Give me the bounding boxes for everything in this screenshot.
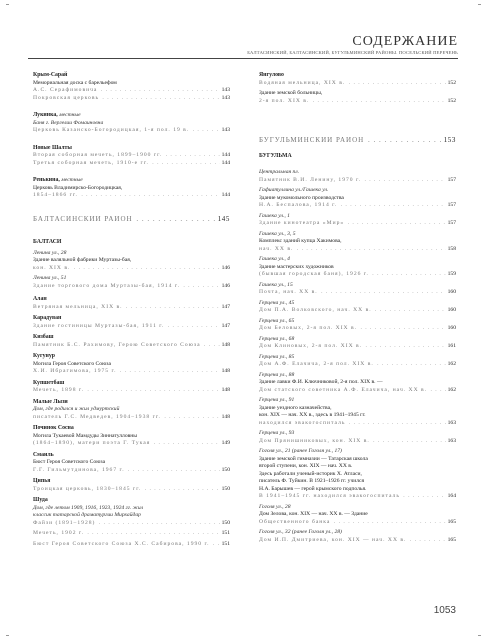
locality-heading: Ципья [33, 478, 51, 484]
page-ref: 148 [221, 341, 230, 348]
street-address: Герцена ул., 91 [259, 397, 295, 403]
toc-entry[interactable]: 162 Дом статского советника А.Ф. Елачича, нач. XX в. . . . [259, 387, 456, 395]
toc-section [33, 239, 230, 290]
toc-entry-text: Церковь Владимирско-Богородицкая, [33, 184, 123, 191]
toc-entry-text: Здесь работали ученый-историк Х. Атласи, [259, 470, 362, 477]
toc-entry-text: Здание земской больницы, [259, 90, 323, 96]
toc-section [259, 72, 456, 105]
locality-note: местные [59, 112, 81, 118]
locality-heading: Кизбаш [33, 334, 54, 340]
locality-heading: Смаиль [33, 451, 54, 458]
locality-heading: Янгулово [259, 72, 284, 78]
toc-entry[interactable]: 162 Дом А.Ф. Елачича, 2-я пол. XIX в. . . . [259, 361, 456, 369]
crop-mark [478, 4, 481, 5]
toc-entry[interactable]: 148 Х.И. Ибрагимова, 1975 г. . . . [33, 368, 230, 376]
locality-heading: Новые Шалты [33, 144, 72, 151]
locality-heading: Крым-Сарай [33, 72, 68, 78]
toc-section [33, 315, 230, 330]
page-ref: 151 [221, 530, 230, 536]
toc-section [259, 153, 456, 545]
toc-entry[interactable]: 164 В 1941–1945 гг. находился эвакогоспиталь . . . [259, 493, 456, 501]
street-address: Гоголя ул., 21 (ранее Гоголя ул., 17) [259, 448, 342, 454]
page-ref: 143 [221, 94, 230, 101]
street-address: Герцена ул., 93 [259, 430, 295, 436]
page-ref: 147 [221, 303, 230, 310]
page-ref: 148 [221, 413, 230, 420]
page-ref: 153 [443, 137, 456, 144]
toc-entry[interactable]: 165 Общественного банка . . . [259, 519, 456, 527]
toc-section [33, 334, 230, 349]
page-ref: 143 [221, 87, 230, 93]
page-ref: 149 [221, 440, 230, 446]
toc-entry[interactable]: 152 2-я пол. XIX в. . . . [259, 98, 456, 106]
street-address: Гашека ул., 4 [259, 256, 290, 262]
street-address: Гашека ул., 3, 5 [259, 230, 296, 237]
page-ref: 148 [221, 387, 230, 393]
page-ref: 146 [221, 282, 230, 289]
toc-section [33, 72, 230, 102]
street-address: Герцена ул., 68 [259, 335, 295, 342]
page-ref: 157 [447, 202, 456, 208]
toc-entry[interactable]: 143 А.С. Серафимовича . . . [33, 87, 230, 95]
toc-entry-text: классик татарской драматургии Мирхайдар [33, 512, 141, 518]
page-ref: 152 [447, 97, 456, 104]
page-ref: 157 [447, 220, 456, 226]
toc-entry[interactable]: 151 Мечеть, 1902 г. . . . [33, 530, 230, 538]
street-address: Гашека ул., 15 [259, 281, 293, 288]
page-ref: 144 [221, 152, 230, 158]
toc-entry-text: Бюст Героя Советского Союза [33, 459, 106, 465]
running-subtitle: БАЛТАСИНСКИЙ, БАЛТАСИНСКИЙ, БУГУЛЬМИНСКИЙ РАЙОНЫ. ПОСЕЛЬСКИЙ ПЕРЕЧЕНЬ [247, 50, 458, 55]
page-ref: 150 [221, 519, 230, 526]
page-ref: 150 [221, 466, 230, 473]
page-ref: 146 [221, 264, 230, 271]
toc-section [33, 145, 230, 168]
street-address: Герцена ул., 85 [259, 353, 295, 360]
toc-entry[interactable]: 152 Водяная мельница, XIX в. . . . [259, 80, 456, 88]
street-address: Ленина ул., 28 [33, 249, 67, 256]
page-ref: 165 [447, 518, 456, 525]
page-ref: 152 [447, 79, 456, 86]
toc-entry[interactable]: 144 Вторая соборная мечеть, 1899–1900 гг. . . . [33, 152, 230, 160]
page-ref: 147 [221, 322, 230, 329]
street-address: Гоголя ул., 28 [259, 503, 291, 510]
toc-entry[interactable]: 148 Мечеть, 1898 г. . . . [33, 387, 230, 395]
street-address: Гоголя ул., 32 (ранее Гоголя ул., 28) [259, 529, 342, 535]
locality-heading: Алан [33, 296, 47, 302]
locality-heading: БАЛТАСИ [33, 239, 62, 245]
page-ref: 151 [221, 540, 230, 547]
page-number: 1053 [433, 605, 456, 616]
page-ref: 163 [447, 437, 456, 444]
toc-entry[interactable]: 160 Почта, нач. XX в. . . . [259, 289, 456, 297]
page-ref: 159 [447, 271, 456, 277]
toc-entry-text: Здание мукомольного производства [259, 194, 344, 201]
toc-entry[interactable]: 147 Здание гостиницы Муртазы-бая, 1911 г. . . . [33, 323, 230, 331]
toc-entry[interactable]: 143 Церковь Казанско-Богородицкая, 1-я пол. 19 в. . . . [33, 127, 230, 135]
page-ref: 163 [447, 419, 456, 426]
toc-entry-text: Могила Героя Советского Союза [33, 360, 111, 367]
page-ref: 165 [447, 536, 456, 543]
toc-entry-text: Н.А. Барышев — герой крымского подполья. [259, 485, 367, 492]
toc-section [33, 380, 230, 395]
toc-entry[interactable]: 157 Здание кинотеатра «Мир» . . . [259, 220, 456, 228]
toc-entry[interactable]: 151 Бюст Героя Советского Союза Х.С. Сабирова, 1990 г. . . . [33, 541, 230, 549]
toc-entry[interactable]: 144 Третья соборная мечеть, 1910-е гг. . . . [33, 160, 230, 168]
toc-entry-text: Дом Зелова, кон. XIX — нач. XX в. — Здание [259, 511, 368, 517]
toc-entry[interactable]: 150 Троицкая церковь, 1830–1845 гг. . . . [33, 486, 230, 494]
toc-entry[interactable]: 144 1854–1866 гг. . . . [33, 192, 230, 200]
toc-entry[interactable]: 165 Дом И.П. Дмитриева, кон. XIX — нач. XX в. . . . [259, 537, 456, 545]
toc-entry[interactable]: 163 находился эвакогоспиталь . . . [259, 420, 456, 428]
district-entry[interactable]: 145 БАЛТАСИНСКИЙ РАЙОН . . . [33, 216, 230, 224]
locality-heading: Кугунур [33, 353, 55, 359]
locality-heading: Купшетбаш [33, 379, 65, 386]
street-address: Гафиатуллина ул./Гашека ул. [259, 187, 329, 193]
toc-column-left [33, 72, 230, 548]
toc-section [33, 112, 230, 135]
toc-entry-text: Здание мастерских художников [259, 263, 334, 270]
toc-section [33, 452, 230, 475]
district-entry[interactable]: 153 БУГУЛЬМИНСКИЙ РАЙОН . . . [259, 137, 456, 145]
page-title: СОДЕРЖАНИЕ [352, 34, 458, 49]
toc-section [33, 425, 230, 448]
toc-section [33, 497, 230, 548]
locality-heading: Ренькина, [33, 177, 60, 183]
toc-entry[interactable]: 161 Дом Клиновых, 2-я пол. XIX в. . . . [259, 343, 456, 351]
toc-entry[interactable]: 157 Памятник В.И. Ленину, 1970 г. . . . [259, 177, 456, 185]
page-ref: 162 [447, 361, 456, 367]
street-address: Герцена ул., 65 [259, 317, 295, 324]
toc-entry[interactable]: 157 Н.А. Беспалова, 1914 г. . . . [259, 202, 456, 210]
locality-heading: Лукинка, [33, 112, 58, 118]
toc-entry-text: Мемориальная доска с барельефом [33, 79, 117, 86]
toc-entry[interactable]: 150 Файзи (1891–1928) . . . [33, 520, 230, 528]
toc-entry[interactable]: 148 Памятник Б.С. Рахимову, Герою Советского Союза . . . [33, 342, 230, 350]
toc-entry-text: Баня г. Вергелии Фомаиновна [33, 119, 104, 126]
toc-entry-text: Здание земской гимназии — Татарская школа [259, 455, 368, 462]
toc-entry[interactable]: 159 (бывшая городская баня), 1926 г. . . . [259, 271, 456, 279]
toc-entry[interactable]: 148 писатель Г.С. Медведев, 1904–1938 гг. . . . [33, 414, 230, 422]
header-rule [28, 58, 458, 59]
crop-mark [6, 635, 9, 636]
toc-entry-text: Здание валяльной фабрики Муртазы-бая, [33, 257, 132, 263]
page-ref: 145 [217, 215, 230, 223]
page-ref: 148 [221, 368, 230, 374]
street-address: Герцена ул., 45 [259, 299, 295, 306]
toc-entry-text: Здание лавки Ф.И. Ключниковой, 2-я пол. XIX в. — [259, 379, 383, 385]
page-ref: 164 [447, 493, 456, 499]
toc-entry[interactable]: 160 Дом П.А. Волковского, нач. XX в. . . . [259, 307, 456, 315]
toc-entry-text: кон. XIX — нач. XX в., здесь в 1941–1945 гг. [259, 412, 366, 418]
page-ref: 144 [221, 159, 230, 166]
page-ref: 162 [447, 386, 456, 393]
locality-note: местные [61, 177, 83, 183]
toc-section [33, 353, 230, 376]
street-address: Гашека ул., 1 [259, 212, 290, 219]
locality-heading: Шуда [33, 497, 48, 503]
page-ref: 150 [221, 485, 230, 492]
street-address: Центральная пл. [259, 169, 300, 175]
street-address: Герцена ул., 88 [259, 371, 295, 378]
toc-section [33, 177, 230, 200]
toc-entry[interactable]: 160 Дом Беловых, 2-я пол. XIX в. . . . [259, 325, 456, 333]
street-address: Ленина ул., 51 [33, 275, 67, 281]
toc-entry-text: Дом, где родился и жил удмуртский [33, 406, 120, 412]
toc-entry-text: писатель Ф. Туйкин. В 1921–1926 гг. учился [259, 478, 365, 484]
toc-entry-text: Здание уездного казначейства, [259, 404, 332, 411]
page-ref: 160 [447, 289, 456, 295]
toc-entry[interactable]: 149 (1864–1890), матери поэта Г. Тукая . . . [33, 440, 230, 448]
locality-heading: Карадуван [33, 315, 62, 321]
toc-section [33, 296, 230, 311]
page-ref: 157 [447, 176, 456, 183]
crop-mark [478, 635, 481, 636]
crop-mark [6, 4, 9, 5]
toc-entry-text: Могила Тукаевой Мамдуды Зиннатулловны [33, 432, 138, 439]
district-section [259, 137, 456, 145]
toc-column-right [259, 72, 456, 544]
toc-section [33, 399, 230, 422]
toc-entry-text: второй ступени, кон. XIX — нач. XX в. [259, 463, 353, 469]
district-section [33, 216, 230, 224]
toc-entry[interactable]: 143 Покровская церковь . . . [33, 95, 230, 103]
page-ref: 160 [447, 307, 456, 313]
toc-entry[interactable]: 158 нач. XX в. . . . [259, 246, 456, 254]
toc-entry-text: Комплекс зданий купца Хакимова, [259, 238, 342, 244]
toc-entry[interactable]: 163 Дом Прянишниковых, кон. XIX в. . . . [259, 438, 456, 446]
locality-heading: Починок Сосна [33, 425, 74, 431]
toc-entry[interactable]: 147 Ветряная мельница, XIX в. . . . [33, 304, 230, 312]
locality-heading: БУГУЛЬМА [259, 152, 292, 159]
toc-section [33, 478, 230, 493]
locality-heading: Малые Лызи [33, 398, 68, 405]
toc-entry[interactable]: 146 Здание торгового дома Муртазы-бая, 1914 г. . . . [33, 283, 230, 291]
page-ref: 143 [221, 127, 230, 133]
page-ref: 160 [447, 325, 456, 331]
page-ref: 144 [221, 192, 230, 198]
toc-entry-text: Дом, где летом 1909, 1916, 1923, 1924 гг. жил [33, 504, 144, 511]
page-ref: 161 [447, 343, 456, 349]
toc-entry[interactable]: 146 кон. XIX в. . . . [33, 265, 230, 273]
page-ref: 158 [447, 245, 456, 252]
toc-entry[interactable]: 150 Г.Г. Гильмутдинова, 1967 г. . . . [33, 467, 230, 475]
